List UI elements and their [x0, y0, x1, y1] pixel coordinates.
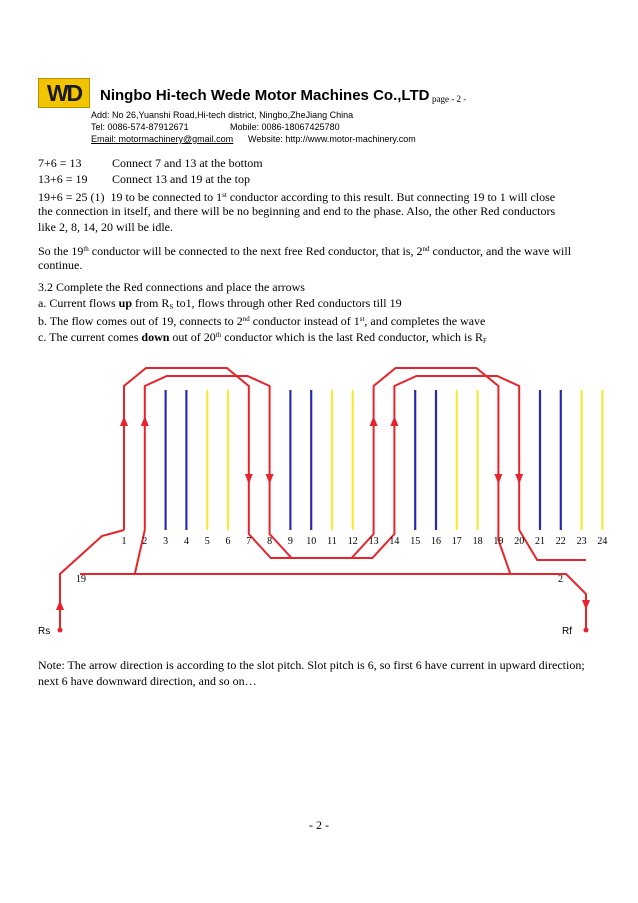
slot-label-19: 19: [493, 536, 504, 547]
slot-label-13: 13: [368, 536, 379, 547]
arrow-rf: [582, 600, 590, 610]
calc-text-2: Connect 13 and 19 at the top: [112, 172, 250, 186]
slot-label-3: 3: [163, 536, 169, 547]
top-join-14-20: [394, 376, 519, 390]
slot-label-18: 18: [472, 536, 483, 547]
arrow-slot-13: [370, 416, 378, 426]
company-name: Ningbo Hi-tech Wede Motor Machines Co.,LTD: [100, 87, 430, 104]
calc-text-1: Connect 7 and 13 at the bottom: [112, 156, 263, 170]
slot-label-14: 14: [389, 536, 400, 547]
slot-label-15: 15: [410, 536, 421, 547]
top-join-13-19: [374, 368, 499, 390]
step-a: a. Current flows up from $R_S$ to1, flows through other Red conductors till 19: [38, 296, 402, 311]
label-19: 19: [76, 574, 86, 585]
company-mobile: Mobile: 0086-18067425780: [230, 122, 340, 132]
arrow-slot-14: [390, 416, 398, 426]
slot-label-10: 10: [306, 536, 317, 547]
slot-label-22: 22: [555, 536, 566, 547]
slot-label-2: 2: [142, 536, 148, 547]
slot-label-20: 20: [514, 536, 525, 547]
top-join-1-7: [124, 368, 249, 390]
slot-label-9: 9: [287, 536, 293, 547]
step-c: c. The current comes down out of 20th conductor which is the last Red conductor, which is $R_F$: [38, 330, 487, 345]
arrow-slot-2: [141, 416, 149, 426]
slot-label-5: 5: [204, 536, 210, 547]
top-join-2-8: [145, 376, 270, 390]
calc-eq-2: 13+6 = 19: [38, 172, 88, 186]
lead-rs: [60, 530, 124, 630]
para2-line-2: continue.: [38, 258, 83, 272]
arrow-rs: [56, 600, 64, 610]
label-2: 2: [558, 574, 563, 585]
section-heading: 3.2 Complete the Red connections and place the arrows: [38, 280, 305, 294]
winding-diagram: [30, 360, 620, 650]
slot-label-24: 24: [597, 536, 608, 547]
slot-label-21: 21: [535, 536, 545, 547]
calc-line-5: like 2, 8, 14, 20 will be idle.: [38, 220, 173, 234]
slot-label-17: 17: [451, 536, 462, 547]
header-page-label: page - 2 -: [432, 94, 467, 104]
company-logo: [38, 78, 90, 108]
arrow-slot-20: [515, 474, 523, 484]
terminal-rf: [584, 628, 589, 633]
slot-label-8: 8: [267, 536, 273, 547]
calc-line-3: 19+6 = 25 (1) 19 to be connected to 1st conductor according to this result. But connecting 19 to 1 will close: [38, 190, 556, 204]
slot-label-4: 4: [183, 536, 189, 547]
slot-label-7: 7: [246, 536, 252, 547]
calc-line-4: the connection in itself, and there will be no beginning and end to the phase. Also, the other Red conductors: [38, 204, 556, 218]
slot-label-12: 12: [347, 536, 358, 547]
label-rf: Rf: [562, 626, 572, 637]
calc-eq-1: 7+6 = 13: [38, 156, 82, 170]
arrow-slot-1: [120, 416, 128, 426]
slot-label-1: 1: [121, 536, 127, 547]
arrow-slot-7: [245, 474, 253, 484]
arrow-slot-8: [266, 474, 274, 484]
company-address: Add: No 26,Yuanshi Road,Hi-tech district, Ningbo,ZheJiang China: [91, 110, 354, 120]
slot-label-23: 23: [576, 536, 587, 547]
footer-page-number: - 2 -: [309, 818, 329, 832]
note-line-2: next 6 have downward direction, and so on…: [38, 674, 257, 688]
note-line-1: Note: The arrow direction is according to the slot pitch. Slot pitch is 6, so first 6 have current in upward direction;: [38, 658, 585, 672]
slot-label-6: 6: [225, 536, 231, 547]
company-tel: Tel: 0086-574-87912671: [91, 122, 189, 132]
label-rs: Rs: [38, 626, 51, 637]
company-website[interactable]: Website: http://www.motor-machinery.com: [248, 134, 416, 144]
slot-label-11: 11: [327, 536, 337, 547]
company-email[interactable]: Email: motormachinery@gmail.com: [91, 134, 234, 144]
logo-text: WD: [46, 80, 82, 106]
arrow-slot-19: [494, 474, 502, 484]
para2-line-1: So the 19th conductor will be connected to the next free Red conductor, that is, 2nd conductor, and the wave will: [38, 244, 572, 258]
terminal-rs: [58, 628, 63, 633]
step-b: b. The flow comes out of 19, connects to 2nd conductor instead of 1st, and completes the wave: [38, 314, 486, 328]
slot-label-16: 16: [431, 536, 441, 547]
